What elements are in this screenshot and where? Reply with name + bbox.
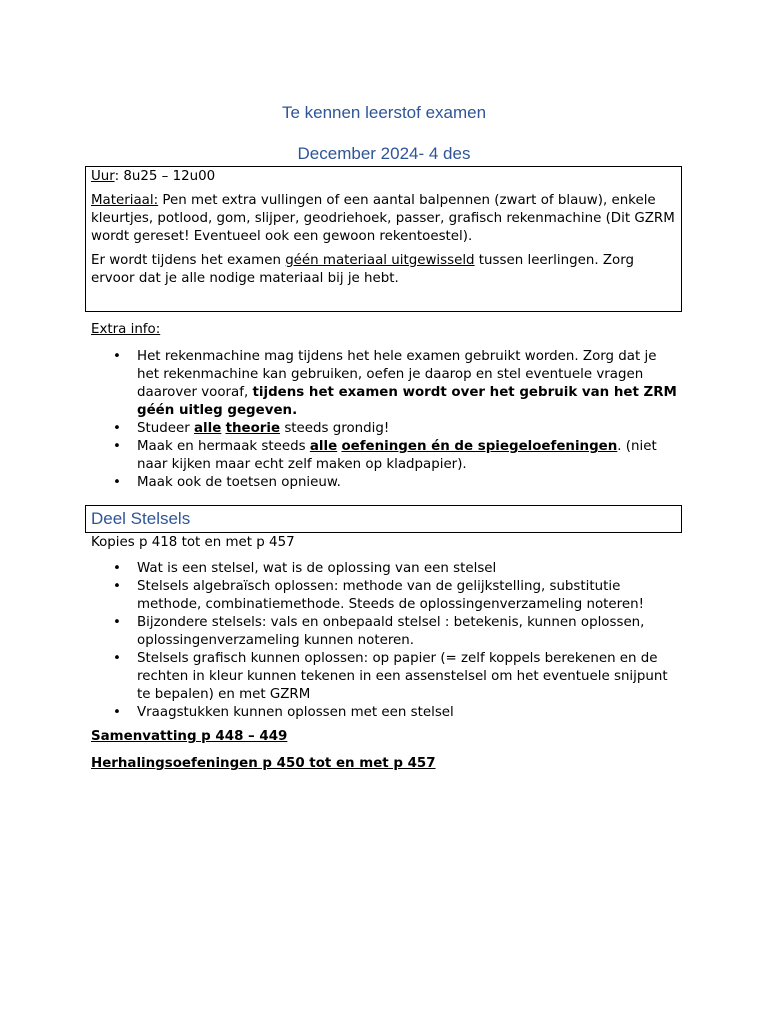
exchange-paragraph xyxy=(91,252,676,288)
study-text-after: steeds grondig! xyxy=(280,421,390,436)
time-label: Uur xyxy=(91,169,115,184)
copies-line: Kopies p 418 tot en met p 457 xyxy=(91,535,295,550)
list-item: • Bijzondere stelsels: vals en onbepaald stelsel : betekenis, kunnen oplossen, oplossingenverzameling kunnen noteren. xyxy=(91,614,681,650)
calculator-text: Het rekenmachine mag tijdens het hele examen gebruikt worden. Zorg dat je het rekenmachine kan gebruiken, oefen je daarop en stel eventuele vragen daarover vooraf, xyxy=(137,349,657,400)
study-bold-theory: theorie xyxy=(225,421,281,436)
practice-reference: Herhalingsoefeningen p 450 tot en met p 457 xyxy=(91,756,436,771)
exercises-bold-text: oefeningen én de spiegeloefeningen xyxy=(341,439,618,454)
summary-reference: Samenvatting p 448 – 449 xyxy=(91,729,288,744)
extra-info-label: Extra info: xyxy=(91,322,161,337)
list-item: • Stelsels algebraïsch oplossen: methode van de gelijkstelling, substitutie methode, combinatiemethode. Steeds de oplossingenverzameling noteren! xyxy=(91,578,681,614)
list-item xyxy=(91,420,681,438)
section-heading: Deel Stelsels xyxy=(85,505,682,533)
section-topic-list xyxy=(91,560,681,722)
exercises-bold-all: alle xyxy=(309,439,338,454)
material-paragraph xyxy=(91,192,676,246)
list-item: • Stelsels grafisch kunnen oplossen: op papier (= zelf koppels berekenen en de rechten in kleur kunnen tekenen in een assenstelsel om het eventuele snijpunt te bepalen) en met GZRM xyxy=(91,650,681,704)
exercises-text-after: . (niet naar kijken maar echt zelf maken op kladpapier). xyxy=(137,439,657,472)
study-bold-all: alle xyxy=(193,421,222,436)
study-text-before: Studeer xyxy=(137,421,194,436)
list-item: • Wat is een stelsel, wat is de oplossing van een stelsel xyxy=(91,560,681,578)
extra-info-list xyxy=(91,348,681,492)
exam-info-box xyxy=(85,166,682,312)
list-item: • Vraagstukken kunnen oplossen met een stelsel xyxy=(91,704,681,722)
material-value: Pen met extra vullingen of een aantal balpennen (zwart of blauw), enkele kleurtjes, potlood, gom, slijper, geodriehoek, passer, grafisch rekenmachine (Dit GZRM wordt gereset! Eventueel ook een gewoon rekentoestel). xyxy=(91,193,675,244)
time-value: : 8u25 – 12u00 xyxy=(114,169,216,184)
exchange-text-after: tussen leerlingen. Zorg ervoor dat je alle nodige materiaal bij je hebt. xyxy=(91,253,634,286)
exercises-text-before: Maak en hermaak steeds xyxy=(137,439,310,454)
exam-time-line xyxy=(91,168,676,186)
list-item: • Maak ook de toetsen opnieuw. xyxy=(91,474,681,492)
document-title: Te kennen leerstof examen xyxy=(281,103,487,122)
exchange-text-before: Er wordt tijdens het examen xyxy=(91,253,286,268)
list-item xyxy=(91,438,681,474)
list-item xyxy=(91,348,681,420)
document-subtitle: December 2024- 4 des xyxy=(297,144,471,163)
exchange-text-underlined: géén materiaal uitgewisseld xyxy=(285,253,475,268)
calculator-bold-text: tijdens het examen wordt over het gebruik van het ZRM géén uitleg gegeven. xyxy=(137,385,677,418)
material-label: Materiaal: xyxy=(91,193,159,208)
